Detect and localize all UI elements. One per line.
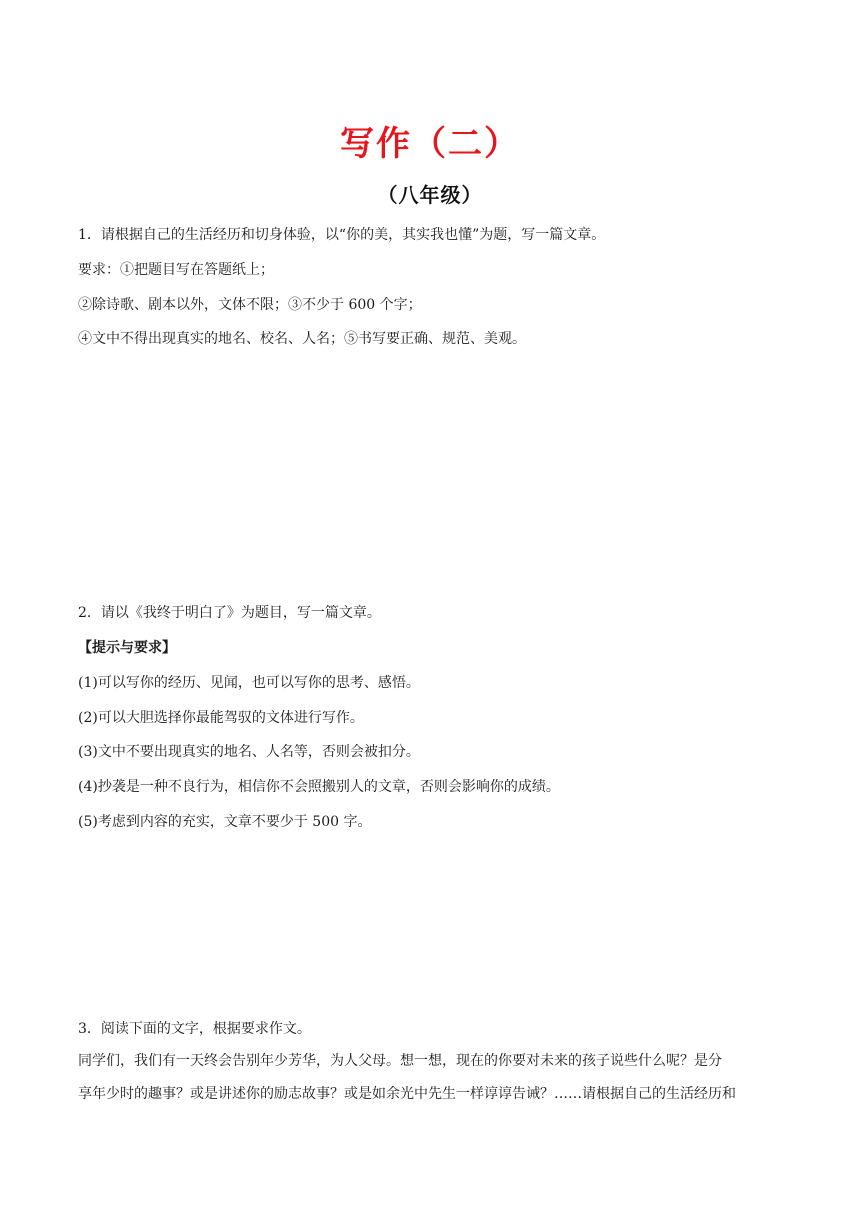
question-2-item-3: (3)文中不要出现真实的地名、人名等，否则会被扣分。 [78, 744, 420, 760]
question-2-prompt: 2．请以《我终于明白了》为题目，写一篇文章。 [78, 605, 381, 621]
question-1-requirement-line-1: 要求：①把题目写在答题纸上； [78, 262, 274, 278]
question-2-item-1: (1)可以写你的经历、见闻，也可以写你的思考、感悟。 [78, 675, 420, 691]
page-subtitle: （八年级） [377, 183, 483, 207]
question-2-hint-heading: 【提示与要求】 [78, 640, 176, 656]
question-2-item-2: (2)可以大胆选择你最能驾驭的文体进行写作。 [78, 710, 364, 726]
question-3-paragraph-line-1: 同学们，我们有一天终会告别年少芳华，为人父母。想一想，现在的你要对未来的孩子说些什么呢？是分 [78, 1053, 722, 1069]
question-1-prompt: 1．请根据自己的生活经历和切身体验，以“你的美，其实我也懂”为题，写一篇文章。 [78, 227, 606, 243]
question-2-item-4: (4)抄袭是一种不良行为，相信你不会照搬别人的文章，否则会影响你的成绩。 [78, 779, 560, 795]
question-1-requirement-line-3: ④文中不得出现真实的地名、校名、人名；⑤书写要正确、规范、美观。 [78, 331, 526, 347]
question-3-prompt: 3．阅读下面的文字，根据要求作文。 [78, 1021, 311, 1037]
question-3-paragraph-line-2: 享年少时的趣事？或是讲述你的励志故事？或是如余光中先生一样谆谆告诫？……请根据自己的生活经历和 [78, 1086, 736, 1102]
page-title: 写作（二） [340, 124, 520, 164]
question-1-requirement-line-2: ②除诗歌、剧本以外，文体不限；③不少于 600 个字； [78, 297, 422, 313]
question-2-item-5: (5)考虑到内容的充实，文章不要少于 500 字。 [78, 814, 372, 830]
